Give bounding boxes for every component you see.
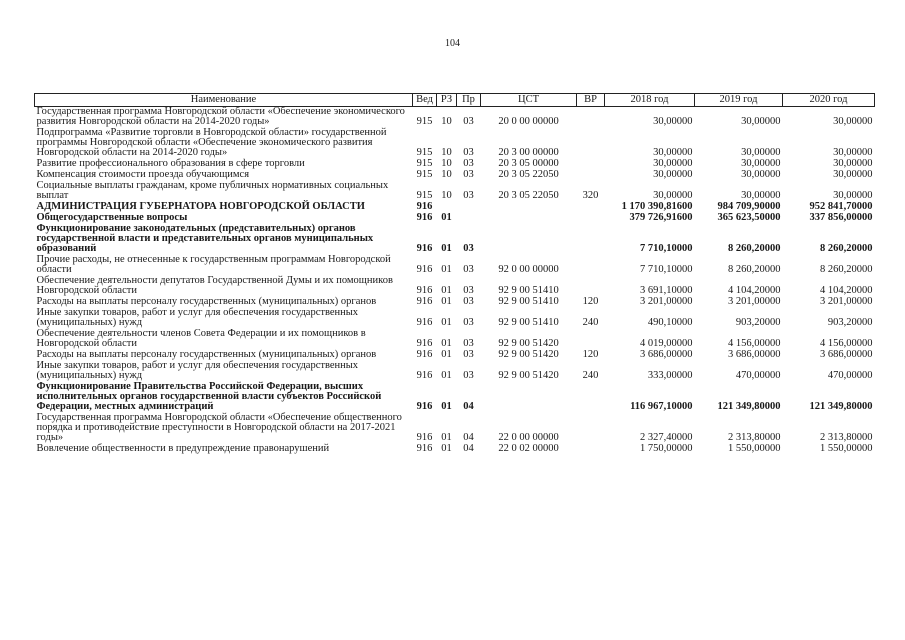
table-row — [35, 128, 875, 159]
row-value-2018: 333,00000 — [647, 370, 693, 381]
row-cst: 20 3 05 22050 — [498, 169, 559, 180]
row-vr: 320 — [582, 190, 599, 201]
row-pr: 04 — [463, 432, 474, 443]
row-value-2018: 30,00000 — [653, 190, 693, 201]
row-vr: 120 — [582, 349, 599, 360]
row-value-2020: 30,00000 — [833, 158, 873, 169]
row-name: Общегосударственные вопросы — [36, 212, 188, 223]
row-cst: 92 0 00 00000 — [498, 264, 559, 275]
column-header: ВР — [577, 94, 605, 107]
row-name: Развитие профессионального образования в сфере торговли — [36, 158, 305, 169]
row-vr — [577, 213, 605, 224]
row-pr: 03 — [463, 147, 474, 158]
row-ved: 915 — [416, 158, 433, 169]
row-value-2020: 30,00000 — [833, 190, 873, 201]
row-value-2020: 30,00000 — [833, 169, 873, 180]
row-vr — [577, 128, 605, 159]
row-rz: 01 — [441, 317, 452, 328]
row-pr: 03 — [463, 349, 474, 360]
column-header: Пр — [457, 94, 481, 107]
row-vr — [577, 170, 605, 181]
row-rz: 10 — [441, 169, 452, 180]
row-pr — [457, 202, 481, 213]
row-rz: 10 — [441, 116, 452, 127]
row-vr — [577, 107, 605, 129]
column-header: РЗ — [437, 94, 457, 107]
row-cst — [481, 382, 577, 413]
row-value-2020: 952 841,70000 — [809, 201, 873, 212]
row-vr — [577, 329, 605, 350]
row-pr: 03 — [463, 317, 474, 328]
row-value-2019: 3 686,00000 — [728, 349, 781, 360]
row-rz: 01 — [441, 349, 452, 360]
row-name: Подпрограмма «Развитие торговли в Новгородской области» государственной программы Новгородской области «Обеспечение экономического развития Новгородской области на 2014-2020 годы» — [36, 127, 387, 158]
row-name: Обеспечение деятельности депутатов Государственной Думы и их помощников Новгородской области — [36, 275, 393, 296]
row-vr — [577, 255, 605, 276]
table-row — [35, 361, 875, 382]
row-ved: 916 — [416, 285, 433, 296]
row-value-2018: 7 710,10000 — [640, 243, 693, 254]
table-row — [35, 413, 875, 444]
table-row — [35, 224, 875, 255]
row-vr — [577, 159, 605, 170]
row-value-2020: 337 856,00000 — [809, 212, 873, 223]
row-value-2018: 2 327,40000 — [640, 432, 693, 443]
row-ved: 916 — [416, 201, 433, 212]
row-value-2019: 3 201,00000 — [728, 296, 781, 307]
row-ved: 915 — [416, 169, 433, 180]
row-vr — [577, 413, 605, 444]
row-cst: 20 3 05 00000 — [498, 158, 559, 169]
row-rz: 01 — [441, 443, 452, 454]
table-row — [35, 308, 875, 329]
row-ved: 916 — [416, 338, 433, 349]
column-header: 2020 год — [783, 94, 875, 107]
row-name: Государственная программа Новгородской области «Обеспечение экономического развития Новгородской области на 2014-2020 годы» — [36, 106, 405, 127]
row-value-2018: 1 750,00000 — [640, 443, 693, 454]
row-cst — [481, 202, 577, 213]
row-pr: 03 — [463, 264, 474, 275]
row-value-2020: 30,00000 — [833, 147, 873, 158]
row-name: Вовлечение общественности в предупреждение правонарушений — [36, 443, 330, 454]
row-value-2018: 30,00000 — [653, 158, 693, 169]
row-rz: 01 — [441, 338, 452, 349]
row-value-2019: 4 156,00000 — [728, 338, 781, 349]
row-value-2018: 4 019,00000 — [640, 338, 693, 349]
row-value-2018: 116 967,10000 — [630, 401, 693, 412]
row-value-2019: 1 550,00000 — [728, 443, 781, 454]
table-row — [35, 181, 875, 202]
row-value-2018: 30,00000 — [653, 147, 693, 158]
row-rz: 10 — [441, 147, 452, 158]
table-row — [35, 107, 875, 129]
row-value-2020: 8 260,20000 — [820, 243, 873, 254]
column-header: ЦСТ — [481, 94, 577, 107]
row-cst: 92 9 00 51410 — [498, 317, 559, 328]
row-cst: 20 3 05 22050 — [498, 190, 559, 201]
row-pr: 03 — [463, 370, 474, 381]
row-name: АДМИНИСТРАЦИЯ ГУБЕРНАТОРА НОВГОРОДСКОЙ ОБЛАСТИ — [36, 201, 365, 212]
row-value-2018: 490,10000 — [647, 317, 693, 328]
row-cst — [481, 213, 577, 224]
row-value-2019: 30,00000 — [741, 158, 781, 169]
row-value-2020: 121 349,80000 — [809, 401, 873, 412]
row-value-2019: 470,00000 — [735, 370, 781, 381]
row-pr: 03 — [463, 296, 474, 307]
row-cst: 20 0 00 00000 — [498, 116, 559, 127]
row-cst: 92 9 00 51420 — [498, 370, 559, 381]
row-value-2019: 984 709,90000 — [717, 201, 781, 212]
row-name: Функционирование Правительства Российской Федерации, высших исполнительных органов государственной власти субъектов Российской Федерации, местных администраций — [36, 381, 382, 412]
row-cst: 92 9 00 51420 — [498, 349, 559, 360]
row-value-2019: 121 349,80000 — [717, 401, 781, 412]
row-value-2019: 30,00000 — [741, 147, 781, 158]
row-pr: 03 — [463, 285, 474, 296]
column-header: 2019 год — [695, 94, 783, 107]
row-rz: 01 — [441, 296, 452, 307]
row-pr: 03 — [463, 116, 474, 127]
row-cst: 92 9 00 51410 — [498, 285, 559, 296]
row-rz: 01 — [441, 264, 452, 275]
row-cst — [481, 224, 577, 255]
row-vr: 120 — [582, 296, 599, 307]
row-value-2018: 30,00000 — [653, 116, 693, 127]
row-pr: 04 — [463, 443, 474, 454]
row-value-2018: 3 686,00000 — [640, 349, 693, 360]
table-header-row — [35, 94, 875, 107]
row-value-2018: 3 201,00000 — [640, 296, 693, 307]
row-value-2019: 30,00000 — [741, 190, 781, 201]
row-ved: 916 — [416, 317, 433, 328]
row-value-2018: 1 170 390,81600 — [621, 201, 693, 212]
row-value-2018: 3 691,10000 — [640, 285, 693, 296]
row-value-2019: 903,20000 — [735, 317, 781, 328]
row-rz: 01 — [441, 285, 452, 296]
row-value-2020: 1 550,00000 — [820, 443, 873, 454]
row-rz: 10 — [441, 190, 452, 201]
row-rz: 01 — [441, 432, 452, 443]
column-header: Вед — [413, 94, 437, 107]
row-ved: 916 — [416, 443, 433, 454]
row-pr: 03 — [463, 338, 474, 349]
row-ved: 916 — [416, 349, 433, 360]
row-vr — [577, 382, 605, 413]
row-value-2019: 8 260,20000 — [728, 243, 781, 254]
row-ved: 916 — [416, 264, 433, 275]
row-cst: 92 9 00 51410 — [498, 296, 559, 307]
row-value-2020: 4 104,20000 — [820, 285, 873, 296]
table-row — [35, 444, 875, 455]
row-pr — [457, 213, 481, 224]
row-value-2020: 4 156,00000 — [820, 338, 873, 349]
row-rz: 01 — [441, 370, 452, 381]
row-name: Иные закупки товаров, работ и услуг для обеспечения государственных (муниципальных) нужд — [36, 360, 359, 381]
row-vr — [577, 224, 605, 255]
row-ved: 915 — [416, 116, 433, 127]
row-ved: 916 — [416, 401, 433, 412]
row-vr: 240 — [582, 370, 599, 381]
row-cst: 92 9 00 51420 — [498, 338, 559, 349]
row-name: Функционирование законодательных (представительных) органов государственной власти и представительных органов муниципальных образований — [36, 223, 374, 254]
budget-table — [34, 93, 875, 455]
row-value-2018: 379 726,91600 — [629, 212, 693, 223]
row-ved: 916 — [416, 370, 433, 381]
row-value-2020: 30,00000 — [833, 116, 873, 127]
row-value-2020: 2 313,80000 — [820, 432, 873, 443]
row-value-2020: 903,20000 — [827, 317, 873, 328]
row-name: Социальные выплаты гражданам, кроме публичных нормативных социальных выплат — [36, 180, 389, 201]
row-vr — [577, 276, 605, 297]
row-cst: 22 0 00 00000 — [498, 432, 559, 443]
row-rz: 10 — [441, 158, 452, 169]
row-ved: 915 — [416, 147, 433, 158]
row-vr: 240 — [582, 317, 599, 328]
row-value-2018: 7 710,10000 — [640, 264, 693, 275]
row-cst: 20 3 00 00000 — [498, 147, 559, 158]
row-pr: 03 — [463, 243, 474, 254]
row-value-2020: 8 260,20000 — [820, 264, 873, 275]
row-rz: 01 — [441, 401, 452, 412]
row-cst: 22 0 02 00000 — [498, 443, 559, 454]
row-name: Расходы на выплаты персоналу государственных (муниципальных) органов — [36, 296, 377, 307]
row-rz: 01 — [441, 212, 452, 223]
row-value-2018: 30,00000 — [653, 169, 693, 180]
row-value-2019: 30,00000 — [741, 169, 781, 180]
row-name: Обеспечение деятельности членов Совета Федерации и их помощников в Новгородской области — [36, 328, 366, 349]
row-name: Прочие расходы, не отнесенные к государственным программам Новгородской области — [36, 254, 391, 275]
row-ved: 915 — [416, 190, 433, 201]
row-name: Иные закупки товаров, работ и услуг для обеспечения государственных (муниципальных) нужд — [36, 307, 359, 328]
row-pr: 03 — [463, 158, 474, 169]
row-ved: 916 — [416, 296, 433, 307]
row-rz: 01 — [441, 243, 452, 254]
row-value-2020: 3 201,00000 — [820, 296, 873, 307]
row-ved: 916 — [416, 432, 433, 443]
row-value-2019: 8 260,20000 — [728, 264, 781, 275]
column-header: Наименование — [35, 94, 413, 107]
row-pr: 03 — [463, 169, 474, 180]
table-row — [35, 276, 875, 297]
row-vr — [577, 202, 605, 213]
row-vr — [577, 444, 605, 455]
column-header: 2018 год — [605, 94, 695, 107]
table-row — [35, 329, 875, 350]
row-pr: 04 — [463, 401, 474, 412]
row-value-2020: 3 686,00000 — [820, 349, 873, 360]
row-name: Компенсация стоимости проезда обучающимся — [36, 169, 250, 180]
row-name: Государственная программа Новгородской области «Обеспечение общественного порядка и противодействие преступности в Новгородской области на 2017-2021 годы» — [36, 412, 402, 443]
row-value-2019: 4 104,20000 — [728, 285, 781, 296]
row-ved: 916 — [416, 212, 433, 223]
row-value-2020: 470,00000 — [827, 370, 873, 381]
table-row — [35, 382, 875, 413]
table-row — [35, 255, 875, 276]
row-name: Расходы на выплаты персоналу государственных (муниципальных) органов — [36, 349, 377, 360]
row-pr: 03 — [463, 190, 474, 201]
page-number: 104 — [445, 38, 460, 49]
row-ved: 916 — [416, 243, 433, 254]
row-value-2019: 30,00000 — [741, 116, 781, 127]
row-value-2019: 365 623,50000 — [717, 212, 781, 223]
row-value-2019: 2 313,80000 — [728, 432, 781, 443]
